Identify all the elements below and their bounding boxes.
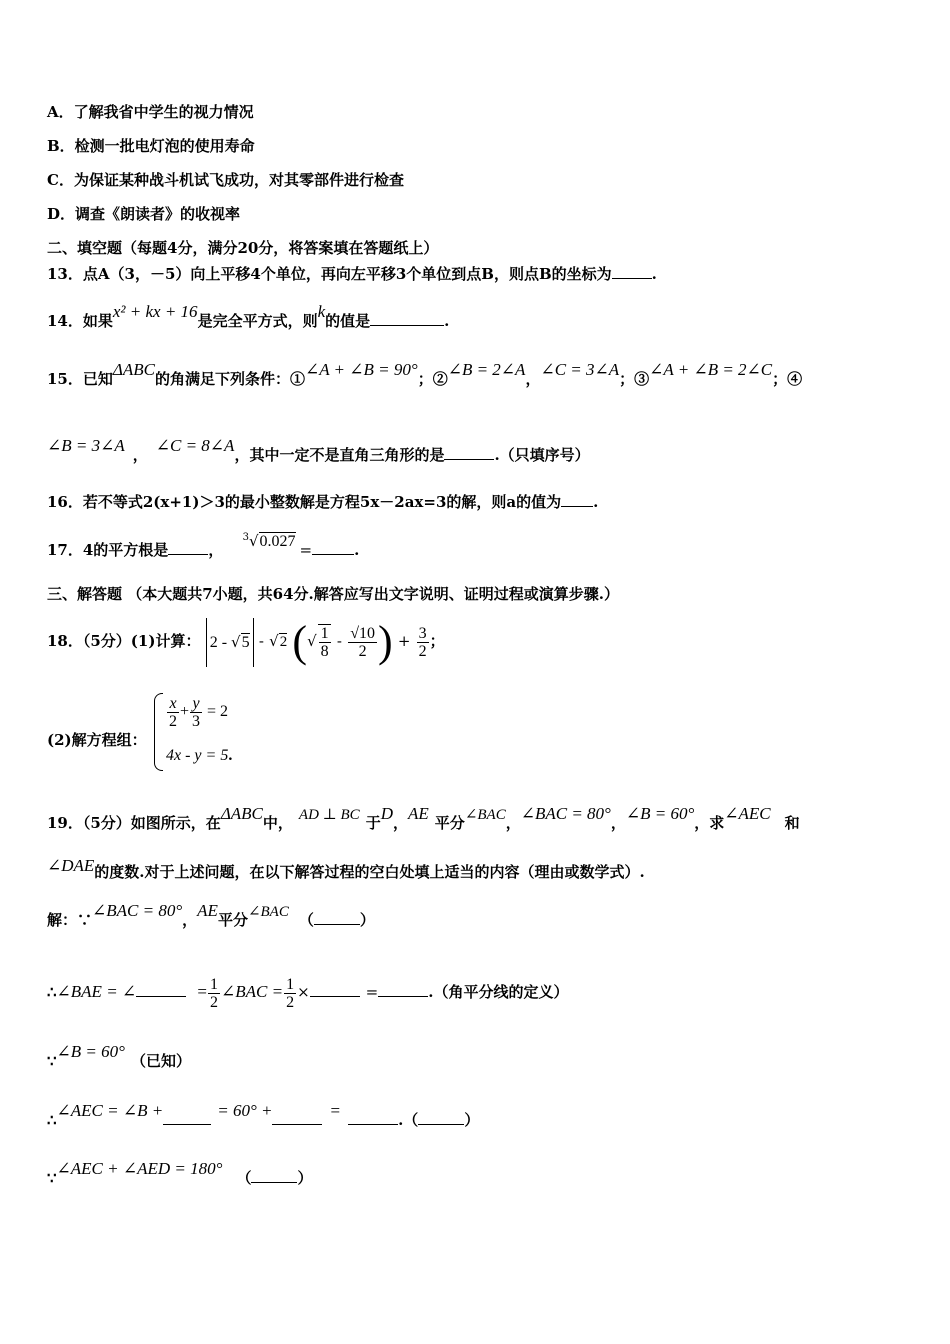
- q15-cond-4b: ∠C = 8∠A: [155, 436, 235, 455]
- q18-f3-num: 3: [418, 624, 427, 642]
- s4-reason-blank: [418, 1109, 464, 1125]
- q18-plus: +: [397, 632, 411, 650]
- q18-eq1-3: 3: [192, 713, 201, 730]
- s4-60: = 60° +: [217, 1101, 273, 1120]
- s2-half-2-den: 2: [286, 993, 295, 1011]
- q17-answer-blank-1: [168, 539, 208, 555]
- q15-sep-2: ；②: [417, 370, 448, 388]
- q15-cond-3: ∠A + ∠B = 2∠C: [649, 360, 773, 379]
- s1-comma: ，: [182, 911, 198, 929]
- question-15-line-1: [47, 360, 803, 389]
- q18-inner-minus: -: [336, 632, 342, 650]
- q15-end: .（只填序号）: [494, 446, 590, 464]
- s5-prefix: ∵: [47, 1169, 57, 1187]
- q14-end: .: [444, 312, 450, 330]
- q19-bac80: ∠BAC = 80°: [520, 804, 611, 823]
- q13-answer-blank: [612, 263, 652, 279]
- q17-mid: ，: [208, 541, 224, 559]
- s3-reason: （已知）: [130, 1052, 191, 1070]
- q17-answer-blank-2: [312, 539, 354, 555]
- q15-intro: 的角满足下列条件：①: [154, 370, 305, 388]
- radical-sign-icon: √: [248, 532, 259, 550]
- q17-cube-root: [243, 532, 296, 550]
- q14-mid: 是完全平方式，则: [197, 312, 318, 330]
- q18-radicand-2: 2: [279, 634, 288, 650]
- s2-half-1-den: 2: [210, 993, 218, 1011]
- q19-seek: ，求: [694, 814, 725, 832]
- question-19-line-2: [47, 856, 645, 882]
- s4-eq: =: [330, 1101, 341, 1120]
- s2-eq2: =: [365, 983, 379, 1001]
- s4-blank-1: [163, 1109, 211, 1125]
- q16-answer-blank: [561, 491, 593, 507]
- q18-eq1-frac-x: [167, 695, 179, 730]
- s5-reason-blank: [251, 1167, 297, 1183]
- q19-line2: 的度数.对于上述问题，在以下解答过程的空白处填上适当的内容（理由或数学式）.: [94, 863, 645, 881]
- s1-bisect: 平分: [217, 911, 248, 929]
- s2-half-2-num: 1: [286, 975, 295, 993]
- q13-text: 13．点A（3，－5）向上平移4个单位，再向左平移3个单位到点B，则点B的坐标为: [47, 265, 612, 283]
- q16-text: 16．若不等式2(x+1)＞3的最小整数解是方程5x－2ax=3的解，则a的值为: [47, 493, 562, 511]
- q15-comma-2: ，: [132, 446, 148, 464]
- s4-end: .（: [398, 1111, 419, 1129]
- s4-blank-2: [272, 1109, 322, 1125]
- q19-c2: ，: [505, 814, 521, 832]
- q15-answer-blank: [444, 444, 494, 460]
- question-15-line-2: [47, 436, 590, 465]
- question-19-line-1: [47, 804, 800, 834]
- option-a: A．了解我省中学生的视力情况: [47, 103, 254, 121]
- q18-f3-den: 2: [418, 642, 427, 660]
- question-16: [47, 491, 598, 512]
- q15-cond-2a: ∠B = 2∠A: [447, 360, 526, 379]
- question-18-part-1: [47, 617, 445, 667]
- q17-end: .: [354, 541, 360, 559]
- q16-end: .: [593, 493, 599, 511]
- q15-cond-1: ∠A + ∠B = 90°: [304, 360, 418, 379]
- q19-bisect: 平分: [434, 814, 465, 832]
- q15-triangle: ΔABC: [112, 360, 155, 379]
- radical-sign-icon: √: [269, 632, 279, 650]
- s1-ae: AE: [197, 901, 218, 920]
- q18-end: ；: [429, 632, 445, 650]
- q15-tail: ，其中一定不是直角三角形的是: [234, 446, 445, 464]
- option-c: C．为保证某种战斗机试飞成功，对其零部件进行检查: [47, 171, 404, 189]
- q14-prefix: 14．如果: [47, 312, 113, 330]
- q14-expr: x² + kx + 16: [112, 302, 198, 321]
- q18-prefix: 18．（5分）(1)计算：: [47, 632, 201, 650]
- brace-icon: [154, 693, 163, 771]
- question-14: [47, 302, 450, 331]
- q14-suffix: 的值是: [325, 312, 371, 330]
- s2-prefix: ∴: [47, 983, 57, 1001]
- q18-f2-den: 2: [358, 642, 367, 660]
- s4-blank-3: [348, 1109, 398, 1125]
- q17-root-index: 3: [242, 532, 249, 543]
- q18-eq1-y: y: [190, 695, 202, 713]
- s3-prefix: ∵: [47, 1052, 57, 1070]
- q19-bac: ∠BAC: [464, 807, 506, 823]
- q18-eq2: 4x - y = 5: [166, 747, 229, 764]
- q17-root-value: 0.027: [259, 533, 296, 550]
- question-18-part-2-label: (2)解方程组：: [47, 731, 147, 749]
- q18-abs-left: 2 -: [209, 633, 228, 651]
- q18-right-paren: ): [377, 617, 393, 666]
- q18-part2-end: .: [228, 747, 233, 764]
- s2-reason: .（角平分线的定义）: [428, 983, 569, 1001]
- s2-blank-3: [378, 981, 428, 997]
- q18-f1-num: 1: [320, 625, 329, 642]
- s2-half-1-num: 1: [210, 975, 218, 993]
- q14-var: k: [317, 302, 326, 321]
- radical-sign-icon: √: [307, 632, 317, 650]
- q18-eq1-frac-y: [190, 695, 202, 730]
- q15-prefix: 15．已知: [47, 370, 113, 388]
- s2-bac: ∠BAC =: [221, 982, 284, 1001]
- q19-and: 和: [784, 814, 800, 832]
- s2-blank-2: [310, 981, 360, 997]
- q19-ae: AE: [408, 804, 429, 823]
- q18-equation-2: [166, 747, 232, 765]
- s4-close: ）: [464, 1111, 480, 1129]
- solution-line-5: [47, 1159, 313, 1188]
- question-17: [47, 532, 360, 561]
- q18-fraction-2: [348, 625, 377, 660]
- q19-at: 于: [365, 814, 381, 832]
- q19-aec: ∠AEC: [724, 804, 771, 823]
- s1-prefix: 解：∵: [47, 911, 93, 929]
- option-d: D．调查《朗读者》的收视率: [47, 205, 241, 223]
- q17-prefix: 17．4的平方根是: [47, 541, 169, 559]
- q18-f2-num: √10: [350, 624, 375, 642]
- q14-answer-blank: [370, 310, 444, 326]
- s2-eq: =: [197, 982, 207, 1001]
- q19-b60: ∠B = 60°: [625, 804, 695, 823]
- s3-b60: ∠B = 60°: [56, 1042, 125, 1061]
- q18-fraction-1: [318, 624, 331, 660]
- q18-minus: -: [258, 632, 264, 650]
- s2-times: ×: [297, 983, 310, 1001]
- q18-abs-radicand: 5: [241, 633, 250, 651]
- q15-cond-4a: ∠B = 3∠A: [47, 436, 125, 455]
- solution-line-3: [47, 1042, 191, 1071]
- q18-left-paren: (: [292, 617, 308, 666]
- q19-c3: ，: [610, 814, 626, 832]
- q19-d: D: [380, 804, 393, 823]
- q17-equals: =: [299, 541, 313, 559]
- q18-fraction-3: [417, 625, 429, 660]
- s5-open: （: [236, 1169, 252, 1187]
- q19-perp: AD ⊥ BC: [298, 807, 360, 823]
- q18-eq1-2: 2: [169, 713, 177, 730]
- section-3-heading: 三、解答题 （本大题共7小题，共64分.解答应写出文字说明、证明过程或演算步骤.）: [47, 585, 619, 603]
- q19-prefix: 19．（5分）如图所示，在: [47, 814, 221, 832]
- q19-c1: ，: [393, 814, 409, 832]
- q18-eq1-x: x: [167, 695, 179, 713]
- q18-eq1-plus: +: [180, 703, 190, 721]
- q15-sep-4: ；④: [772, 370, 803, 388]
- q15-cond-2b: ∠C = 3∠A: [540, 360, 620, 379]
- solution-line-1: [47, 901, 375, 931]
- q18-equation-1: [166, 695, 228, 730]
- s1-reason-close: ）: [359, 911, 375, 929]
- s2-half-1: [208, 976, 220, 1011]
- q13-end: .: [651, 265, 657, 283]
- q19-dae: ∠DAE: [47, 856, 95, 875]
- s1-reason-blank: [314, 909, 360, 925]
- option-b: B．检测一批电灯泡的使用寿命: [47, 137, 255, 155]
- s1-reason-open: （: [298, 911, 314, 929]
- q19-in: 中，: [262, 814, 293, 832]
- q18-absolute-value: [206, 618, 254, 667]
- s1-bac80: ∠BAC = 80°: [92, 901, 183, 920]
- q15-comma: ，: [525, 370, 541, 388]
- q19-triangle: ΔABC: [220, 804, 263, 823]
- s1-bac: ∠BAC: [247, 904, 289, 920]
- radical-sign-icon: √: [231, 632, 241, 651]
- question-13: [47, 263, 657, 284]
- section-2-heading: 二、填空题（每题4分，满分20分，将答案填在答题纸上）: [47, 239, 439, 257]
- s5-close: ）: [297, 1169, 313, 1187]
- s2-half-2: [284, 976, 296, 1011]
- solution-line-4: [47, 1101, 480, 1130]
- s4-prefix: ∴: [47, 1111, 57, 1129]
- q18-f1-den: 8: [320, 643, 329, 660]
- s5-aec-aed: ∠AEC + ∠AED = 180°: [56, 1159, 223, 1178]
- q18-eq1-rhs: = 2: [207, 703, 229, 721]
- q15-sep-3: ；③: [619, 370, 650, 388]
- solution-line-2: [47, 972, 568, 1012]
- s2-bae: ∠BAE = ∠: [56, 982, 137, 1001]
- s4-aec: ∠AEC = ∠B +: [56, 1101, 164, 1120]
- s2-blank-1: [136, 981, 186, 997]
